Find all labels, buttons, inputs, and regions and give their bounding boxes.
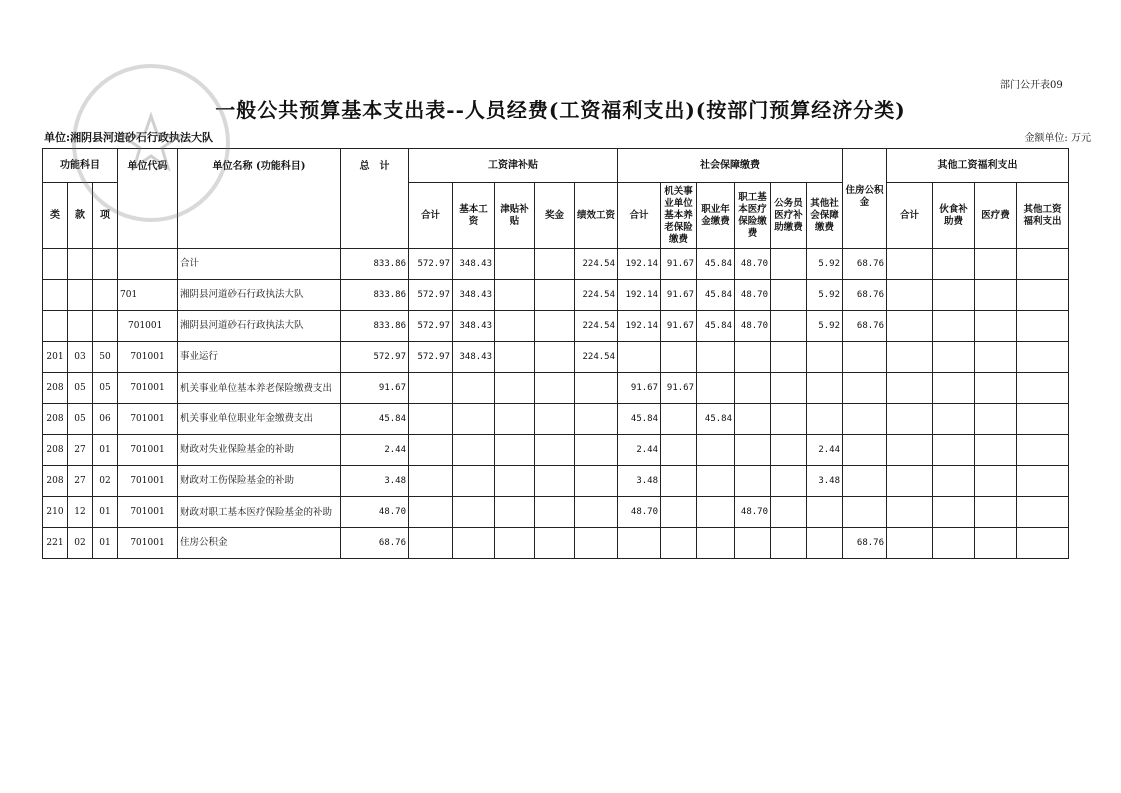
table-body	[43, 249, 1069, 559]
cell-bonus	[535, 497, 575, 528]
cell-social-total: 45.84	[618, 404, 661, 435]
cell-medical	[735, 404, 771, 435]
cell-meal	[933, 404, 975, 435]
cell-housing: 68.76	[843, 311, 887, 342]
cell-other-welfare	[1017, 435, 1069, 466]
kuan-header: 款	[68, 183, 93, 249]
cell-allowance	[495, 373, 535, 404]
cell-basic-wage: 348.43	[453, 249, 495, 280]
form-number: 部门公开表09	[1000, 80, 1063, 91]
bonus-header: 奖金	[535, 183, 575, 249]
social-total-header: 合计	[618, 183, 661, 249]
cell-basic-wage: 348.43	[453, 311, 495, 342]
cell-allowance	[495, 466, 535, 497]
expenditure-table	[42, 148, 1069, 559]
cell-kuan: 02	[68, 528, 93, 559]
cell-annuity: 45.84	[697, 280, 735, 311]
cell-name: 机关事业单位基本养老保险缴费支出	[178, 373, 341, 404]
cell-annuity	[697, 435, 735, 466]
table-row	[43, 249, 1069, 280]
cell-civil-medical	[771, 466, 807, 497]
cell-pension	[661, 466, 697, 497]
cell-social-total: 192.14	[618, 249, 661, 280]
cell-wage-total	[409, 435, 453, 466]
cell-annuity	[697, 497, 735, 528]
cell-meal	[933, 280, 975, 311]
cell-other-total	[887, 497, 933, 528]
cell-other-social: 2.44	[807, 435, 843, 466]
cell-bonus	[535, 404, 575, 435]
meal-header: 伙食补助费	[933, 183, 975, 249]
cell-basic-wage	[453, 404, 495, 435]
cell-pension	[661, 497, 697, 528]
cell-wage-total	[409, 497, 453, 528]
cell-pension: 91.67	[661, 311, 697, 342]
cell-other-total	[887, 280, 933, 311]
cell-medical-fee	[975, 280, 1017, 311]
cell-basic-wage	[453, 373, 495, 404]
cell-medical-fee	[975, 466, 1017, 497]
cell-annuity	[697, 373, 735, 404]
cell-civil-medical	[771, 249, 807, 280]
cell-code: 701001	[118, 528, 178, 559]
cell-wage-total: 572.97	[409, 280, 453, 311]
wage-group-header: 工资津补贴	[409, 149, 618, 183]
cell-civil-medical	[771, 280, 807, 311]
cell-total: 91.67	[341, 373, 409, 404]
cell-meal	[933, 373, 975, 404]
cell-total: 48.70	[341, 497, 409, 528]
cell-other-total	[887, 528, 933, 559]
cell-kuan: 12	[68, 497, 93, 528]
cell-lei	[43, 311, 68, 342]
unit-line	[44, 129, 213, 145]
cell-performance: 224.54	[575, 249, 618, 280]
cell-housing	[843, 404, 887, 435]
cell-bonus	[535, 373, 575, 404]
cell-social-total: 3.48	[618, 466, 661, 497]
cell-code: 701001	[118, 373, 178, 404]
cell-kuan: 05	[68, 404, 93, 435]
cell-performance: 224.54	[575, 311, 618, 342]
cell-other-welfare	[1017, 497, 1069, 528]
cell-other-welfare	[1017, 528, 1069, 559]
cell-civil-medical	[771, 311, 807, 342]
cell-other-total	[887, 249, 933, 280]
medical-header: 职工基本医疗保险缴费	[735, 183, 771, 249]
cell-wage-total	[409, 528, 453, 559]
cell-performance	[575, 404, 618, 435]
lei-header: 类	[43, 183, 68, 249]
cell-xiang	[93, 311, 118, 342]
cell-bonus	[535, 435, 575, 466]
cell-name: 合计	[178, 249, 341, 280]
table-row	[43, 373, 1069, 404]
cell-wage-total	[409, 373, 453, 404]
cell-annuity: 45.84	[697, 311, 735, 342]
cell-allowance	[495, 528, 535, 559]
cell-code: 701001	[118, 497, 178, 528]
cell-performance	[575, 466, 618, 497]
cell-medical-fee	[975, 342, 1017, 373]
cell-medical: 48.70	[735, 280, 771, 311]
cell-social-total: 2.44	[618, 435, 661, 466]
cell-kuan	[68, 311, 93, 342]
total-header: 总 计	[341, 149, 409, 249]
cell-lei: 208	[43, 435, 68, 466]
medical-fee-header: 医疗费	[975, 183, 1017, 249]
cell-lei: 208	[43, 466, 68, 497]
cell-allowance	[495, 342, 535, 373]
cell-annuity: 45.84	[697, 404, 735, 435]
cell-pension	[661, 435, 697, 466]
cell-meal	[933, 342, 975, 373]
cell-other-total	[887, 373, 933, 404]
cell-other-welfare	[1017, 342, 1069, 373]
cell-allowance	[495, 404, 535, 435]
cell-pension	[661, 342, 697, 373]
cell-total: 833.86	[341, 249, 409, 280]
cell-annuity	[697, 528, 735, 559]
cell-other-welfare	[1017, 404, 1069, 435]
table-row	[43, 280, 1069, 311]
table-row	[43, 342, 1069, 373]
cell-xiang: 01	[93, 497, 118, 528]
cell-performance	[575, 497, 618, 528]
cell-pension	[661, 528, 697, 559]
cell-bonus	[535, 528, 575, 559]
cell-wage-total: 572.97	[409, 249, 453, 280]
cell-social-total	[618, 528, 661, 559]
cell-basic-wage	[453, 435, 495, 466]
cell-name: 财政对工伤保险基金的补助	[178, 466, 341, 497]
cell-other-total	[887, 311, 933, 342]
other-social-header: 其他社会保障缴费	[807, 183, 843, 249]
cell-code: 701001	[118, 435, 178, 466]
cell-medical-fee	[975, 373, 1017, 404]
cell-medical-fee	[975, 435, 1017, 466]
cell-wage-total: 572.97	[409, 342, 453, 373]
table-row	[43, 435, 1069, 466]
cell-meal	[933, 249, 975, 280]
page-title: 一般公共预算基本支出表--人员经费(工资福利支出)(按部门预算经济分类)	[215, 98, 906, 122]
cell-basic-wage: 348.43	[453, 342, 495, 373]
cell-code: 701001	[118, 342, 178, 373]
cell-total: 68.76	[341, 528, 409, 559]
xiang-header: 项	[93, 183, 118, 249]
cell-code: 701	[118, 280, 178, 311]
cell-bonus	[535, 311, 575, 342]
cell-other-welfare	[1017, 249, 1069, 280]
cell-total: 572.97	[341, 342, 409, 373]
cell-lei: 221	[43, 528, 68, 559]
cell-bonus	[535, 466, 575, 497]
cell-other-social	[807, 528, 843, 559]
cell-basic-wage	[453, 497, 495, 528]
cell-name: 财政对职工基本医疗保险基金的补助	[178, 497, 341, 528]
cell-performance	[575, 373, 618, 404]
cell-civil-medical	[771, 528, 807, 559]
cell-medical: 48.70	[735, 311, 771, 342]
cell-performance: 224.54	[575, 342, 618, 373]
cell-total: 45.84	[341, 404, 409, 435]
pension-header: 机关事业单位基本养老保险缴费	[661, 183, 697, 249]
cell-xiang: 05	[93, 373, 118, 404]
cell-social-total: 192.14	[618, 311, 661, 342]
cell-housing	[843, 342, 887, 373]
cell-wage-total	[409, 404, 453, 435]
cell-bonus	[535, 280, 575, 311]
cell-performance: 224.54	[575, 280, 618, 311]
cell-civil-medical	[771, 497, 807, 528]
social-group-header: 社会保障缴费	[618, 149, 843, 183]
cell-meal	[933, 497, 975, 528]
cell-medical	[735, 342, 771, 373]
table-row	[43, 404, 1069, 435]
cell-kuan: 27	[68, 466, 93, 497]
cell-allowance	[495, 311, 535, 342]
housing-header: 住房公积金	[843, 149, 887, 249]
cell-meal	[933, 435, 975, 466]
cell-meal	[933, 528, 975, 559]
cell-other-social: 5.92	[807, 249, 843, 280]
cell-medical	[735, 528, 771, 559]
cell-housing	[843, 435, 887, 466]
cell-name: 住房公积金	[178, 528, 341, 559]
cell-other-social: 3.48	[807, 466, 843, 497]
cell-allowance	[495, 280, 535, 311]
cell-xiang: 50	[93, 342, 118, 373]
cell-medical-fee	[975, 249, 1017, 280]
cell-housing: 68.76	[843, 528, 887, 559]
cell-housing: 68.76	[843, 249, 887, 280]
cell-meal	[933, 311, 975, 342]
func-subject-header: 功能科目	[43, 149, 118, 183]
cell-allowance	[495, 435, 535, 466]
cell-other-total	[887, 466, 933, 497]
cell-medical	[735, 466, 771, 497]
cell-medical-fee	[975, 404, 1017, 435]
cell-xiang	[93, 249, 118, 280]
civil-medical-header: 公务员医疗补助缴费	[771, 183, 807, 249]
cell-other-welfare	[1017, 373, 1069, 404]
annuity-header: 职业年金缴费	[697, 183, 735, 249]
cell-performance	[575, 435, 618, 466]
table-row	[43, 311, 1069, 342]
cell-name: 机关事业单位职业年金缴费支出	[178, 404, 341, 435]
cell-lei	[43, 280, 68, 311]
cell-basic-wage	[453, 466, 495, 497]
cell-medical: 48.70	[735, 497, 771, 528]
cell-lei: 210	[43, 497, 68, 528]
cell-kuan: 03	[68, 342, 93, 373]
cell-other-welfare	[1017, 311, 1069, 342]
cell-other-total	[887, 435, 933, 466]
cell-pension: 91.67	[661, 249, 697, 280]
cell-lei: 208	[43, 404, 68, 435]
cell-other-total	[887, 404, 933, 435]
cell-code: 701001	[118, 404, 178, 435]
cell-lei: 208	[43, 373, 68, 404]
other-welfare-header: 其他工资福利支出	[1017, 183, 1069, 249]
cell-annuity: 45.84	[697, 249, 735, 280]
cell-basic-wage: 348.43	[453, 280, 495, 311]
cell-name: 湘阴县河道砂石行政执法大队	[178, 311, 341, 342]
cell-housing	[843, 497, 887, 528]
cell-pension: 91.67	[661, 373, 697, 404]
cell-medical	[735, 373, 771, 404]
cell-housing	[843, 373, 887, 404]
cell-name: 事业运行	[178, 342, 341, 373]
cell-medical-fee	[975, 497, 1017, 528]
cell-xiang: 02	[93, 466, 118, 497]
cell-housing: 68.76	[843, 280, 887, 311]
cell-total: 3.48	[341, 466, 409, 497]
cell-other-welfare	[1017, 466, 1069, 497]
cell-civil-medical	[771, 404, 807, 435]
cell-kuan	[68, 280, 93, 311]
cell-allowance	[495, 497, 535, 528]
cell-other-total	[887, 342, 933, 373]
cell-allowance	[495, 249, 535, 280]
cell-medical-fee	[975, 528, 1017, 559]
table-row	[43, 466, 1069, 497]
cell-social-total: 192.14	[618, 280, 661, 311]
cell-bonus	[535, 342, 575, 373]
cell-bonus	[535, 249, 575, 280]
cell-xiang: 06	[93, 404, 118, 435]
cell-other-social	[807, 404, 843, 435]
cell-lei	[43, 249, 68, 280]
cell-pension: 91.67	[661, 280, 697, 311]
cell-medical-fee	[975, 311, 1017, 342]
cell-basic-wage	[453, 528, 495, 559]
cell-wage-total: 572.97	[409, 311, 453, 342]
unit-code-header: 单位代码	[118, 149, 178, 249]
cell-other-welfare	[1017, 280, 1069, 311]
cell-performance	[575, 528, 618, 559]
other-group-header: 其他工资福利支出	[887, 149, 1069, 183]
table-row	[43, 497, 1069, 528]
cell-total: 833.86	[341, 280, 409, 311]
basic-wage-header: 基本工资	[453, 183, 495, 249]
cell-name: 财政对失业保险基金的补助	[178, 435, 341, 466]
cell-civil-medical	[771, 373, 807, 404]
performance-header: 绩效工资	[575, 183, 618, 249]
unit-value: 湘阴县河道砂石行政执法大队	[70, 131, 214, 144]
cell-wage-total	[409, 466, 453, 497]
cell-xiang: 01	[93, 435, 118, 466]
allowance-header: 津贴补贴	[495, 183, 535, 249]
cell-other-social	[807, 497, 843, 528]
cell-kuan: 05	[68, 373, 93, 404]
cell-other-social	[807, 373, 843, 404]
cell-other-social	[807, 342, 843, 373]
cell-annuity	[697, 342, 735, 373]
cell-medical	[735, 435, 771, 466]
cell-xiang: 01	[93, 528, 118, 559]
cell-total: 833.86	[341, 311, 409, 342]
cell-annuity	[697, 466, 735, 497]
cell-social-total: 48.70	[618, 497, 661, 528]
cell-kuan	[68, 249, 93, 280]
cell-code: 701001	[118, 311, 178, 342]
other-total-header: 合计	[887, 183, 933, 249]
cell-housing	[843, 466, 887, 497]
cell-other-social: 5.92	[807, 280, 843, 311]
cell-code	[118, 249, 178, 280]
cell-kuan: 27	[68, 435, 93, 466]
unit-name-header: 单位名称 (功能科目)	[178, 149, 341, 249]
money-unit: 金额单位: 万元	[1024, 133, 1091, 144]
cell-other-social: 5.92	[807, 311, 843, 342]
cell-pension	[661, 404, 697, 435]
cell-civil-medical	[771, 342, 807, 373]
cell-name: 湘阴县河道砂石行政执法大队	[178, 280, 341, 311]
cell-civil-medical	[771, 435, 807, 466]
wage-total-header: 合计	[409, 183, 453, 249]
cell-total: 2.44	[341, 435, 409, 466]
cell-medical: 48.70	[735, 249, 771, 280]
unit-label: 单位:	[44, 131, 71, 144]
cell-social-total: 91.67	[618, 373, 661, 404]
cell-lei: 201	[43, 342, 68, 373]
cell-xiang	[93, 280, 118, 311]
cell-code: 701001	[118, 466, 178, 497]
cell-social-total	[618, 342, 661, 373]
cell-meal	[933, 466, 975, 497]
table-row	[43, 528, 1069, 559]
